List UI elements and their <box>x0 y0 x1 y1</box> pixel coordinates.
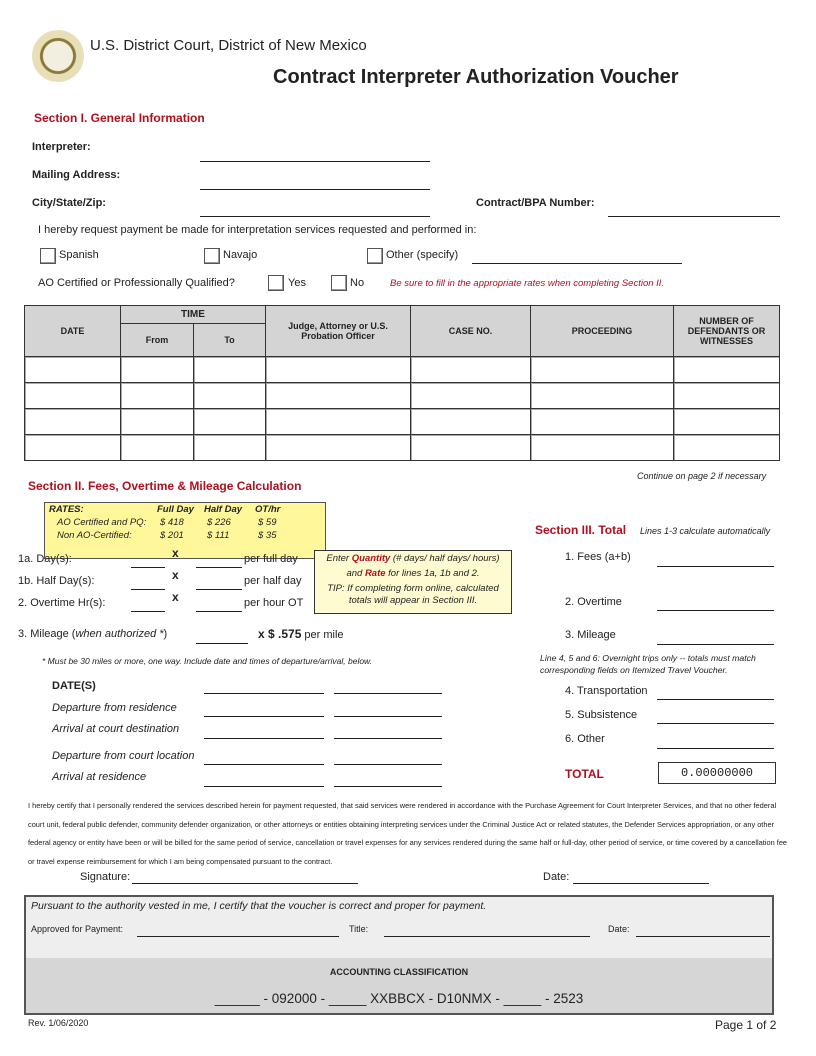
no-label: No <box>350 277 365 289</box>
cell[interactable] <box>411 383 531 409</box>
cell[interactable] <box>194 357 266 383</box>
other-expense-field[interactable] <box>657 748 774 749</box>
section3-note: Lines 1-3 calculate automatically <box>640 526 771 536</box>
cell[interactable] <box>266 357 411 383</box>
spanish-checkbox[interactable] <box>40 248 56 264</box>
approval-date-label: Date: <box>608 924 630 934</box>
cell[interactable] <box>266 383 411 409</box>
case-header: CASE NO. <box>411 306 531 357</box>
certification-text: I hereby certify that I personally rendered the services described herein for payment requested, that said services were rendered in accordance with the Purchase Agreement for Court Interpreter Services, and that no other federal court unit, federal public defender, community defender organization, or other attorneys or entities obtaining interpreting services under the Criminal Justice Act or related statutes, the Defender Services appropriation, or any other federal agency or entity have been or will be billed for the same period of service, cancellation or travel expenses for any services rendered during the same half or full-day, other period of service, or time covered by a cancellation fee or travel expense reimbursement for which I am being compensated pursuant to the contract. <box>28 801 788 866</box>
cell[interactable] <box>674 409 780 435</box>
other-checkbox[interactable] <box>367 248 383 264</box>
spanish-label: Spanish <box>59 249 99 261</box>
times-sign: x <box>172 546 179 560</box>
subsistence-field[interactable] <box>657 723 774 724</box>
cell[interactable] <box>674 383 780 409</box>
tip-text: Enter <box>326 553 352 564</box>
rates-col: Half Day <box>204 504 243 515</box>
tip-rate: Rate <box>364 568 386 579</box>
date-label: Date: <box>543 871 570 883</box>
rates-row-name: AO Certified and PQ: <box>57 517 147 528</box>
signature-date-field[interactable] <box>573 883 709 884</box>
approved-label: Approved for Payment: <box>31 924 124 934</box>
rates-col: OT/hr <box>255 504 281 515</box>
cell[interactable] <box>531 383 674 409</box>
accounting-title: ACCOUNTING CLASSIFICATION <box>329 967 469 977</box>
rates-note: Be sure to fill in the appropriate rates when completing Section II. <box>390 278 665 289</box>
services-table <box>24 305 780 461</box>
yes-label: Yes <box>288 277 306 289</box>
departure-court-label: Departure from court location <box>52 750 195 762</box>
revision-date: Rev. 1/06/2020 <box>28 1018 89 1028</box>
approval-date-field[interactable] <box>636 936 770 937</box>
cell[interactable] <box>411 357 531 383</box>
approval-title-label: Title: <box>349 924 369 934</box>
rates-box <box>44 502 326 559</box>
cell[interactable] <box>266 409 411 435</box>
days-label: 1a. Day(s): <box>18 553 72 565</box>
cell[interactable] <box>266 435 411 461</box>
half-days-rate-field[interactable] <box>196 589 242 590</box>
mileage-unit: per mile <box>301 629 344 641</box>
cell[interactable] <box>121 357 194 383</box>
approval-box <box>24 895 774 961</box>
dates-label: DATE(S) <box>52 680 96 692</box>
half-days-label: 1b. Half Day(s): <box>18 575 95 587</box>
total-value: 0.00000000 <box>658 762 776 784</box>
mailing-field[interactable] <box>200 189 430 190</box>
overtime-rate-field[interactable] <box>196 611 242 612</box>
certified-question: AO Certified or Professionally Qualified? <box>38 277 235 289</box>
arrival-court-label: Arrival at court destination <box>52 723 180 735</box>
rate-value: $ 201 <box>160 530 184 541</box>
other-expense-label: 6. Other <box>565 733 605 745</box>
tip-text: (# days/ half days/ hours) <box>390 553 500 564</box>
transportation-field[interactable] <box>657 699 774 700</box>
fees-total-field[interactable] <box>657 566 774 567</box>
rate-value: $ 418 <box>160 517 184 528</box>
cell[interactable] <box>531 409 674 435</box>
mileage-total-label: 3. Mileage <box>565 629 616 641</box>
mileage-text: ) <box>163 628 168 640</box>
time-field[interactable] <box>334 786 442 787</box>
interpreter-field[interactable] <box>200 161 430 162</box>
total-label: TOTAL <box>565 767 604 781</box>
overtime-label: 2. Overtime Hr(s): <box>18 597 106 609</box>
cell[interactable] <box>194 435 266 461</box>
overtime-total-field[interactable] <box>657 610 774 611</box>
city-label: City/State/Zip: <box>32 197 106 209</box>
table-row <box>25 435 780 461</box>
cell[interactable] <box>411 409 531 435</box>
time-field[interactable] <box>204 738 324 739</box>
table-row <box>25 383 780 409</box>
accounting-code: ______ - 092000 - _____ XXBBCX - D10NMX - _____ - 2523 <box>214 991 584 1006</box>
section2-title: Section II. Fees, Overtime & Mileage Calculation <box>28 479 302 493</box>
time-field[interactable] <box>334 764 442 765</box>
transportation-label: 4. Transportation <box>565 685 648 697</box>
mileage-text: 3. Mileage ( <box>18 628 76 640</box>
page-title: Contract Interpreter Authorization Voucher <box>273 66 679 88</box>
court-seal-logo <box>32 30 84 82</box>
overtime-unit: per hour OT <box>244 597 304 609</box>
interpreter-label: Interpreter: <box>32 141 91 153</box>
mileage-text: when authorized * <box>75 628 164 640</box>
half-days-qty-field[interactable] <box>131 589 165 590</box>
from-header: From <box>121 324 194 357</box>
mileage-total-field[interactable] <box>657 644 774 645</box>
cell[interactable] <box>25 435 121 461</box>
half-days-unit: per half day <box>244 575 302 587</box>
section3-title: Section III. Total <box>535 523 627 537</box>
approved-field[interactable] <box>137 936 339 937</box>
other-specify-field[interactable] <box>472 263 682 264</box>
mailing-label: Mailing Address: <box>32 169 121 181</box>
time-field[interactable] <box>334 738 442 739</box>
signature-label: Signature: <box>80 871 131 883</box>
cell[interactable] <box>531 357 674 383</box>
rates-row-name: Non AO-Certified: <box>57 530 132 541</box>
time-field[interactable] <box>204 786 324 787</box>
rate-value: $ 35 <box>258 530 277 541</box>
date-header: DATE <box>25 306 121 357</box>
request-text: I hereby request payment be made for interpretation services requested and performed in: <box>38 224 477 236</box>
other-label: Other (specify) <box>386 249 459 261</box>
to-header: To <box>194 324 266 357</box>
tip-text: and <box>346 568 365 579</box>
rates-col: Full Day <box>157 504 194 515</box>
contract-label: Contract/BPA Number: <box>476 197 595 209</box>
rate-value: $ 59 <box>258 517 277 528</box>
time-field[interactable] <box>334 716 442 717</box>
days-rate-field[interactable] <box>196 567 242 568</box>
time-field[interactable] <box>204 764 324 765</box>
navajo-checkbox[interactable] <box>204 248 220 264</box>
cell[interactable] <box>674 435 780 461</box>
tip-online: TIP: If completing form online, calculated totals will appear in Section III. <box>327 583 499 606</box>
instructions-box <box>314 550 512 614</box>
subsistence-label: 5. Subsistence <box>565 709 638 721</box>
overtime-qty-field[interactable] <box>131 611 165 612</box>
cell[interactable] <box>25 357 121 383</box>
mileage-footnote: * Must be 30 miles or more, one way. Include date and times of departure/arrival, below. <box>42 656 373 666</box>
cell[interactable] <box>194 383 266 409</box>
number-header: NUMBER OF DEFENDANTS OR WITNESSES <box>674 306 780 357</box>
overnight-note: Line 4, 5 and 6: Overnight trips only -- totals must match corresponding fields on Itemized Travel Voucher. <box>540 653 756 675</box>
mileage-label <box>18 628 167 640</box>
cell[interactable] <box>25 383 121 409</box>
date-field[interactable] <box>334 693 442 694</box>
fees-label: 1. Fees (a+b) <box>565 551 631 563</box>
cell[interactable] <box>121 435 194 461</box>
mileage-rate-value: x $ .575 <box>258 627 302 641</box>
days-qty-field[interactable] <box>131 567 165 568</box>
cell[interactable] <box>411 435 531 461</box>
departure-residence-label: Departure from residence <box>52 702 177 714</box>
signature-field[interactable] <box>132 883 358 884</box>
days-unit: per full day <box>244 553 298 565</box>
tip-quantity: Quantity <box>351 553 391 564</box>
rate-value: $ 111 <box>207 530 230 541</box>
mileage-field[interactable] <box>196 643 248 644</box>
times-sign: x <box>172 568 179 582</box>
time-header: TIME <box>121 306 266 324</box>
section1-title: Section I. General Information <box>34 111 205 125</box>
court-name: U.S. District Court, District of New Mexico <box>90 37 367 54</box>
cell[interactable] <box>121 409 194 435</box>
mileage-rate <box>258 627 344 641</box>
rates-label: RATES: <box>49 504 84 515</box>
cell[interactable] <box>194 409 266 435</box>
time-field[interactable] <box>204 716 324 717</box>
navajo-label: Navajo <box>223 249 258 261</box>
date-field[interactable] <box>204 693 324 694</box>
no-checkbox[interactable] <box>331 275 347 291</box>
city-field[interactable] <box>200 216 430 217</box>
cell[interactable] <box>674 357 780 383</box>
times-sign: x <box>172 590 179 604</box>
continue-note: Continue on page 2 if necessary <box>637 471 767 481</box>
page-number: Page 1 of 2 <box>715 1018 777 1032</box>
approval-title-field[interactable] <box>384 936 590 937</box>
table-row <box>25 409 780 435</box>
proceeding-header: PROCEEDING <box>531 306 674 357</box>
yes-checkbox[interactable] <box>268 275 284 291</box>
contract-field[interactable] <box>608 216 780 217</box>
table-row <box>25 357 780 383</box>
approval-statement: Pursuant to the authority vested in me, I certify that the voucher is correct and proper for payment. <box>31 900 487 912</box>
cell[interactable] <box>25 409 121 435</box>
tip-text: for lines 1a, 1b and 2. <box>385 568 480 579</box>
cell[interactable] <box>531 435 674 461</box>
cell[interactable] <box>121 383 194 409</box>
rate-value: $ 226 <box>207 517 231 528</box>
overtime-total-label: 2. Overtime <box>565 596 622 608</box>
accounting-box <box>24 958 774 1015</box>
judge-header: Judge, Attorney or U.S. Probation Officer <box>266 306 411 357</box>
arrival-residence-label: Arrival at residence <box>52 771 147 783</box>
